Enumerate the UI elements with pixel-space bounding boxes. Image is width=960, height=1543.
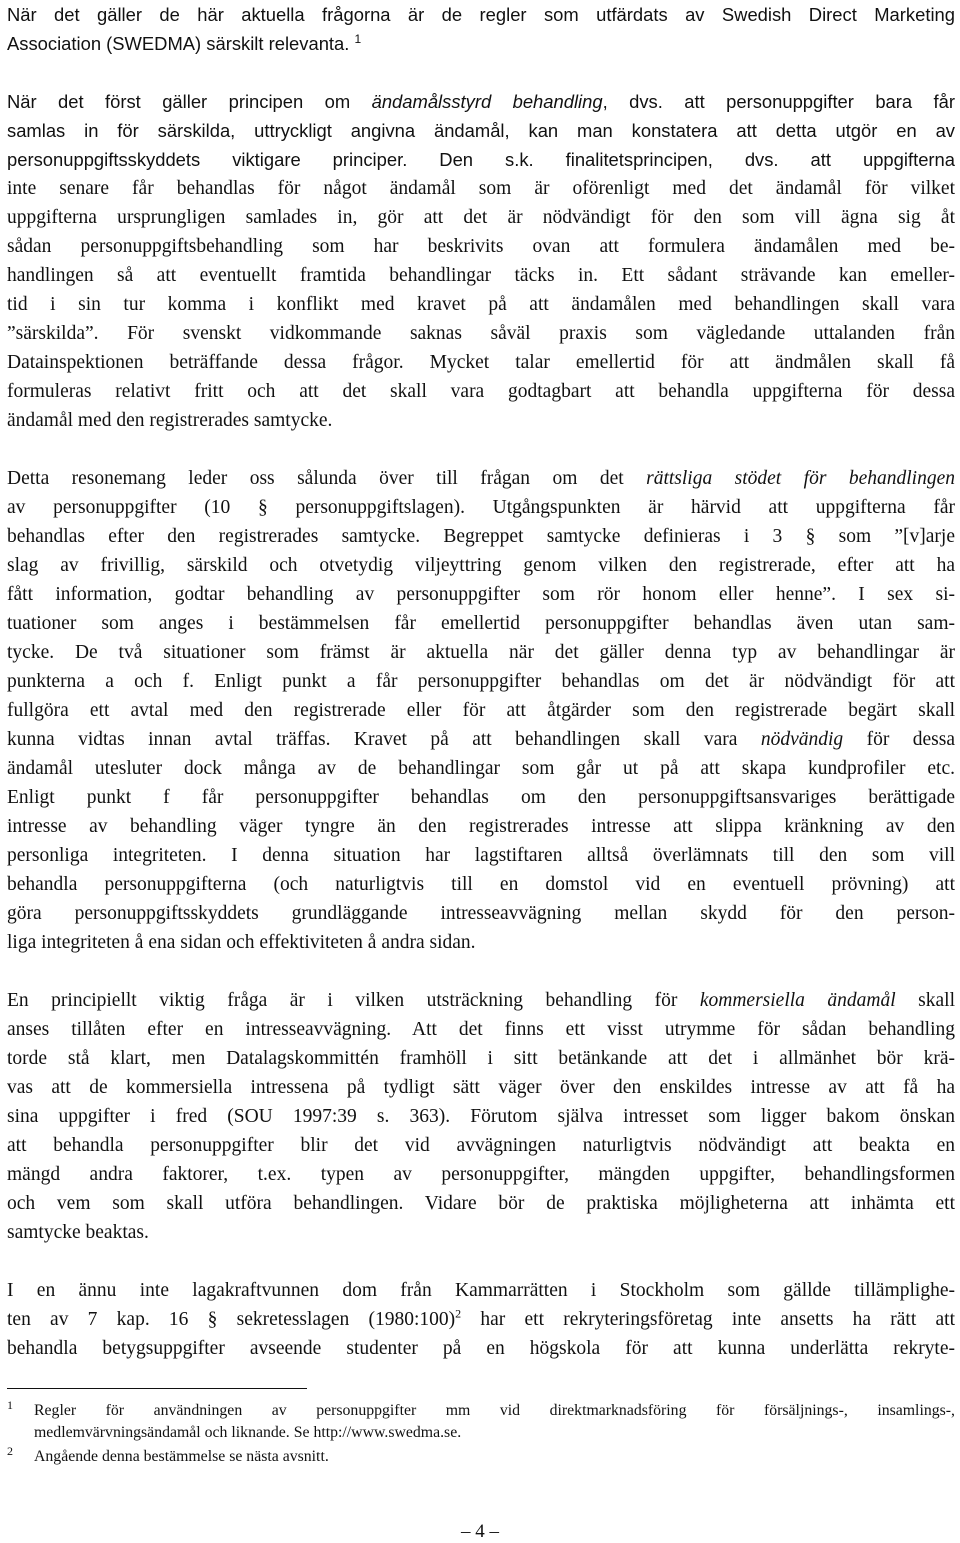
footnote-ref: 1 <box>354 31 362 46</box>
paragraph-line: ändamål med den registrerades samtycke. <box>7 410 333 431</box>
paragraph-line: behandla betygsuppgifter avseende studenter på en högskola för att kunna underlätta rekryte- <box>7 1338 955 1359</box>
paragraph-line: I en ännu inte lagakraftvunnen dom från Kammarrätten i Stockholm som gällde tillämplighe- <box>7 1280 955 1301</box>
paragraph-line: ändamål utesluter dock många av de behandlingar som går ut på att skapa kundprofiler etc. <box>7 758 955 779</box>
paragraph-line: samlas in för särskilda, uttryckligt angivna ändamål, kan man konstatera att detta utgör en av <box>7 120 955 141</box>
paragraph-line: ”särskilda”. För svenskt vidkommande saknas såväl praxis som vägledande uttalanden från <box>7 323 955 344</box>
paragraph-line: av personuppgifter (10 § personuppgiftslagen). Utgångspunkten är härvid att uppgifterna får <box>7 497 955 518</box>
paragraph-line: inte senare får behandlas för något ändamål som är oförenligt med det ändamål för vilket <box>7 178 955 199</box>
paragraph-line: kunna vidtas innan avtal träffas. Kravet på att behandlingen skall vara nödvändig för dessa <box>7 729 955 750</box>
paragraph-line: Detta resonemang leder oss sålunda över till frågan om det rättsliga stödet för behandlingen <box>7 468 955 489</box>
paragraph-line: Datainspektionen beträffande dessa frågor. Mycket talar emellertid för att ändmålen skall få <box>7 352 955 373</box>
paragraph-line: ten av 7 kap. 16 § sekretesslagen (1980:100)$^2$ har ett rekryteringsföretag inte ansetts ha rätt att <box>7 1306 955 1330</box>
paragraph-line: vas att de kommersiella intressena på tydligt sätt väger över den enskildes intresse av att få ha <box>7 1077 955 1098</box>
footnote-ref: 2 <box>455 1306 462 1321</box>
page-number: – 4 – <box>461 1521 499 1542</box>
paragraph-line: När det först gäller principen om ändamålsstyrd behandling, dvs. att personuppgifter bara får <box>7 91 955 112</box>
paragraph-line: anses tillåten efter en intresseavvägning. Att det finns ett visst utrymme för sådan behandling <box>7 1019 955 1040</box>
paragraph-line: tid i sin tur komma i konflikt med kravet på att ändamålen med behandlingen skall vara <box>7 294 955 315</box>
paragraph-line: mängd andra faktorer, t.ex. typen av personuppgifter, mängden uppgifter, behandlingsformen <box>7 1164 955 1185</box>
paragraph-line: fullgöra ett avtal med den registrerade eller för att åtgärder som den registrerade begärt skall <box>7 700 955 721</box>
paragraph-line: Enligt punkt f får personuppgifter behandlas om den personuppgiftsansvariges berättigade <box>7 787 955 808</box>
footnote-number: 1 <box>7 1398 13 1412</box>
paragraph-line: Association (SWEDMA) särskilt relevanta. $^1$ <box>7 31 362 54</box>
paragraph-line: torde stå klart, men Datalagskommittén framhöll i sitt betänkande att det i allmänhet bör krä- <box>7 1048 955 1069</box>
footnote-text: medlemvärvningsändamål och liknande. Se http://www.swedma.se. <box>34 1424 462 1441</box>
footnote-text: Regler för användningen av personuppgifter mm vid direktmarknadsföring för försäljnings-, insamlings-, <box>34 1402 955 1419</box>
paragraph-line: formuleras relativt fritt och att det skall vara godtagbart att behandla uppgifterna för dessa <box>7 381 955 402</box>
paragraph-line: personuppgiftsskyddets viktigare principer. Den s.k. finalitetsprincipen, dvs. att uppgifterna <box>7 149 955 170</box>
paragraph-line: intresse av behandling väger tyngre än den registrerades intresse att slippa kränkning av den <box>7 816 955 837</box>
paragraph-line: och vem som skall utföra behandlingen. Vidare bör de praktiska möjligheterna att inhämta ett <box>7 1193 955 1214</box>
paragraph-line: sådan personuppgiftsbehandling som har beskrivits ovan att formulera ändamålen med be- <box>7 236 955 257</box>
paragraph-line: tuationer som anges i bestämmelsen får emellertid personuppgifter behandlas även utan sam- <box>7 613 955 634</box>
footnote-number: 2 <box>7 1444 13 1458</box>
paragraph-line: göra personuppgiftsskyddets grundläggande intresseavvägning mellan skydd för den person- <box>7 903 955 924</box>
paragraph-line: slag av frivillig, särskild och otvetydig viljeyttring genom vilken den registrerade, efter att ha <box>7 555 955 576</box>
paragraph-line: När det gäller de här aktuella frågorna är de regler som utfärdats av Swedish Direct Marketing <box>7 4 955 25</box>
footnote-separator <box>7 1388 307 1389</box>
paragraph-line: behandla personuppgifterna (och naturligtvis till en domstol vid en eventuell prövning) att <box>7 874 955 895</box>
paragraph-line: att behandla personuppgifter blir det vid avvägningen naturligtvis nödvändigt att beakta en <box>7 1135 955 1156</box>
paragraph-line: liga integriteten å ena sidan och effektiviteten å andra sidan. <box>7 932 476 953</box>
paragraph-line: handlingen så att eventuellt framtida behandlingar täcks in. Ett sådant strävande kan emeller- <box>7 265 955 286</box>
paragraph-line: fått information, godtar behandling av personuppgifter som rör honom eller henne”. I sex si- <box>7 584 955 605</box>
paragraph-line: sina uppgifter i fred (SOU 1997:39 s. 363). Förutom själva intresset som ligger bakom önskan <box>7 1106 955 1127</box>
paragraph-line: tycke. De två situationer som främst är aktuella när det gäller denna typ av behandlingar är <box>7 642 955 663</box>
paragraph-line: punkterna a och f. Enligt punkt a får personuppgifter behandlas om det är nödvändigt för att <box>7 671 955 692</box>
paragraph-line: uppgifterna ursprungligen samlades in, gör att det är nödvändigt för den som vill ägna sig åt <box>7 207 955 228</box>
paragraph-line: personliga integriteten. I denna situation har lagstiftaren alltså överlämnats till den som vill <box>7 845 955 866</box>
paragraph-line: samtycke beaktas. <box>7 1222 149 1243</box>
paragraph-line: behandlas efter den registrerades samtycke. Begreppet samtycke definieras i 3 § som ”[v]arje <box>7 526 955 547</box>
paragraph-line: En principiellt viktig fråga är i vilken utsträckning behandling för kommersiella ändamål skall <box>7 990 955 1011</box>
footnote-text: Angående denna bestämmelse se nästa avsnitt. <box>34 1448 329 1465</box>
